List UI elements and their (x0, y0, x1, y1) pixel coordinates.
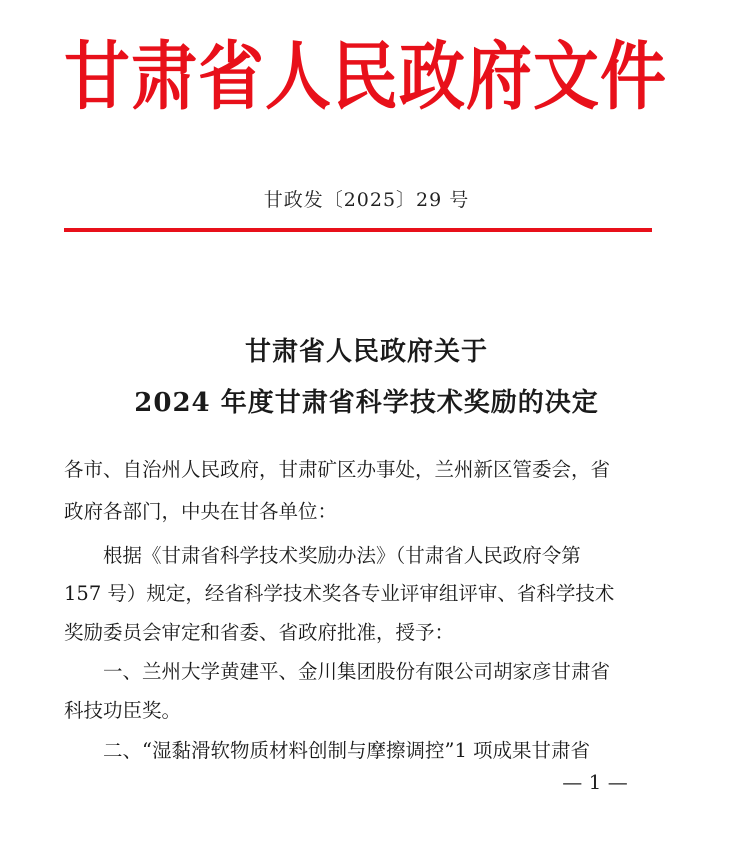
masthead-title: 甘肃省人民政府文件 (64, 32, 667, 121)
document-number: 甘政发〔2025〕29 号 (263, 189, 470, 211)
document-title-line-2: 2024 年度甘肃省科学技术奖励的决定 (134, 388, 599, 418)
body-line: 政府各部门，中央在甘各单位： (64, 500, 338, 523)
body-line: 一、兰州大学黄建平、金川集团股份有限公司胡家彦甘肃省 (64, 660, 611, 683)
body-line: 科技功臣奖。 (64, 699, 182, 722)
page-number: — 1 — (562, 770, 628, 794)
body-line: 二、“湿黏滑软物质材料创制与摩擦调控”1 项成果甘肃省 (64, 739, 591, 762)
red-separator-rule (64, 228, 652, 232)
document-title-line-1: 甘肃省人民政府关于 (244, 337, 488, 367)
body-line: 根据《甘肃省科学技术奖励办法》（甘肃省人民政府令第 (64, 544, 581, 567)
body-line: 157 号）规定，经省科学技术奖各专业评审组评审、省科学技术 (64, 582, 615, 605)
body-line: 奖励委员会审定和省委、省政府批准，授予： (64, 621, 455, 644)
body-line: 各市、自治州人民政府，甘肃矿区办事处，兰州新区管委会，省 (64, 458, 611, 481)
